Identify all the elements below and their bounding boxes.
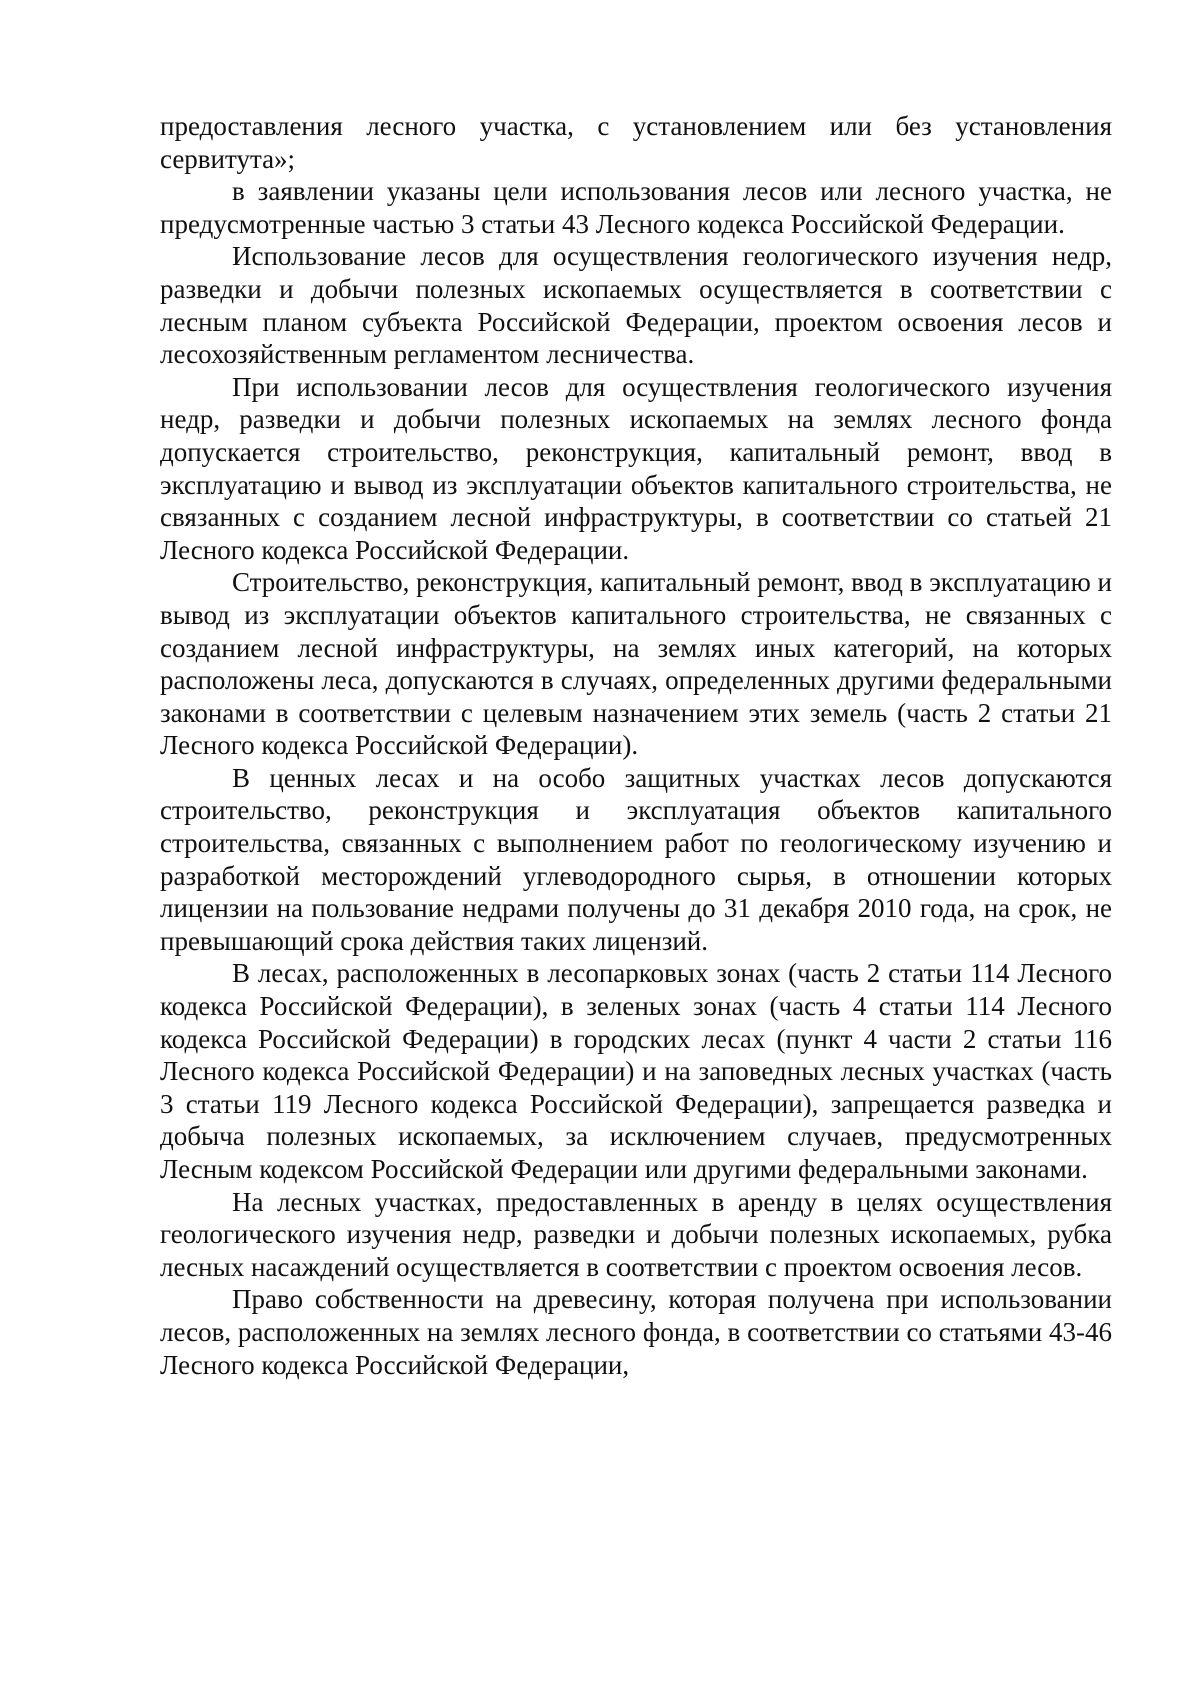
paragraph-application-purposes: в заявлении указаны цели использования лесов или лесного участка, не предусмотренные частью 3 статьи 43 Лесного кодекса Российской Федерации. (160, 176, 1112, 239)
paragraph-construction-forest-fund: При использовании лесов для осуществления геологического изучения недр, разведки и добычи полезных ископаемых на землях лесного фонда допускается строительство, реконструкция, капитальный ремонт, ввод в эксплуатацию и вывод из эксплуатации объектов капитального строительства, не связанных с созданием лесной инфраструктуры, в соответствии со статьей 21 Лесного кодекса Российской Федерации. (160, 371, 1112, 565)
paragraph-valuable-forests: В ценных лесах и на особо защитных участках лесов допускаются строительство, реконструкция и эксплуатация объектов капитального строительства, связанных с выполнением работ по геологическому изучению и разработкой месторождений углеводородного сырья, в отношении которых лицензии на пользование недрами получены до 31 декабря 2010 года, на срок, не превышающий срока действия таких лицензий. (160, 762, 1112, 956)
paragraph-forest-use-geology: Использование лесов для осуществления геологического изучения недр, разведки и добычи полезных ископаемых осуществляется в соответствии с лесным планом субъекта Российской Федерации, проектом освоения лесов и лесохозяйственным регламентом лесничества. (160, 241, 1112, 370)
paragraph-construction-other-lands: Строительство, реконструкция, капитальный ремонт, ввод в эксплуатацию и вывод из эксплуатации объектов капитального строительства, не связанных с созданием лесной инфраструктуры, на землях иных категорий, на которых расположены леса, допускаются в случаях, определенных другими федеральными законами в соответствии с целевым назначением этих земель (часть 2 статьи 21 Лесного кодекса Российской Федерации). (160, 567, 1112, 761)
paragraph-leased-plots: На лесных участках, предоставленных в аренду в целях осуществления геологического изучения недр, разведки и добычи полезных ископаемых, рубка лесных насаждений осуществляется в соответствии с проектом освоения лесов. (160, 1186, 1112, 1282)
paragraph-timber-ownership: Право собственности на древесину, которая получена при использовании лесов, расположенных на землях лесного фонда, в соответствии со статьями 43-46 Лесного кодекса Российской Федерации, (160, 1284, 1112, 1380)
paragraph-servitude-continuation: предоставления лесного участка, с установлением или без установления сервитута»; (160, 111, 1112, 174)
paragraph-forest-park-zones: В лесах, расположенных в лесопарковых зонах (часть 2 статьи 114 Лесного кодекса Российской Федерации), в зеленых зонах (часть 4 статьи 114 Лесного кодекса Российской Федерации) в городских лесах (пункт 4 части 2 статьи 116 Лесного кодекса Российской Федерации) и на заповедных лесных участках (часть 3 статьи 119 Лесного кодекса Российской Федерации), запрещается разведка и добыча полезных ископаемых, за исключением случаев, предусмотренных Лесным кодексом Российской Федерации или другими федеральными законами. (160, 958, 1112, 1184)
